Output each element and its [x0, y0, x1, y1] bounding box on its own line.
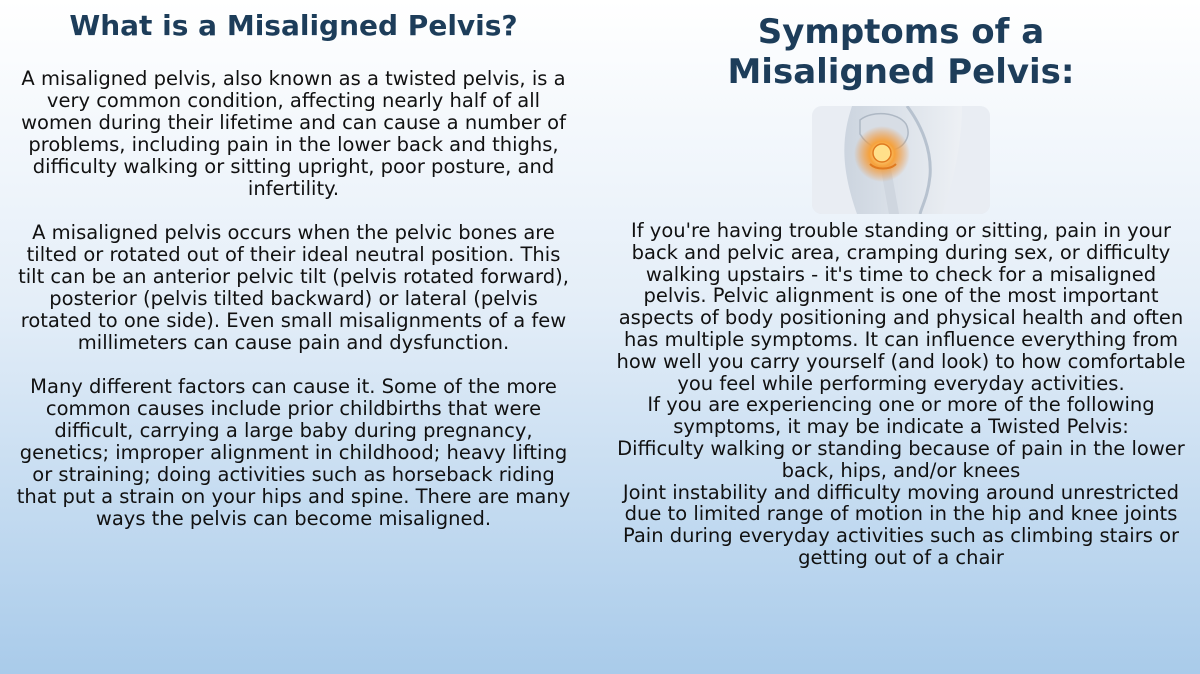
left-paragraph-3: Many different factors can cause it. Some of the more common causes include prior childbirths that were difficult, carrying a large baby during pregnancy, genetics; improper alignment in childhood; heavy lifting or straining; doing activities such as horseback riding that put a strain on your hips and spine. There are many ways the pelvis can become misaligned. [16, 375, 571, 530]
right-heading-line-1: Symptoms of a [757, 12, 1045, 52]
hip-pain-illustration [812, 106, 990, 214]
left-column [16, 0, 571, 530]
symptom-item-3: Pain during everyday activities such as climbing stairs or getting out of a chair [622, 524, 1180, 569]
left-heading: What is a Misaligned Pelvis? [69, 9, 518, 42]
hip-joint-image [812, 106, 990, 214]
symptom-item-1: Difficulty walking or standing because of pain in the lower back, hips, and/or knees [617, 436, 1185, 482]
right-column [616, 0, 1186, 569]
symptom-item-2: Joint instability and difficulty moving around unrestricted due to limited range of motion in the hip and knee joints [622, 480, 1180, 526]
right-paragraph-1: If you're having trouble standing or sitting, pain in your back and pelvic area, cramping during sex, or difficulty walking upstairs - it's time to check for a misaligned pelvis. Pelvic alignment is one of the most important aspects of body positioning and physical health and often has multiple symptoms. It can influence everything from how well you carry yourself (and look) to how comfortable you feel while performing everyday activities. [616, 219, 1186, 395]
left-paragraph-2: A misaligned pelvis occurs when the pelvic bones are tilted or rotated out of their ideal neutral position. This tilt can be an anterior pelvic tilt (pelvis rotated forward), posterior (pelvis tilted backward) or lateral (pelvis rotated to one side). Even small misalignments of a few millimeters can cause pain and dysfunction. [18, 221, 569, 354]
left-paragraph-1: A misaligned pelvis, also known as a twisted pelvis, is a very common condition, affecting nearly half of all women during their lifetime and can cause a number of problems, including pain in the lower back and thighs, difficulty walking or sitting upright, poor posture, and infertility. [21, 67, 566, 200]
symptoms-intro: If you are experiencing one or more of the following symptoms, it may be indicate a Twisted Pelvis: [647, 393, 1155, 439]
right-heading-line-2: Misaligned Pelvis: [727, 52, 1075, 92]
right-heading [616, 12, 1186, 92]
